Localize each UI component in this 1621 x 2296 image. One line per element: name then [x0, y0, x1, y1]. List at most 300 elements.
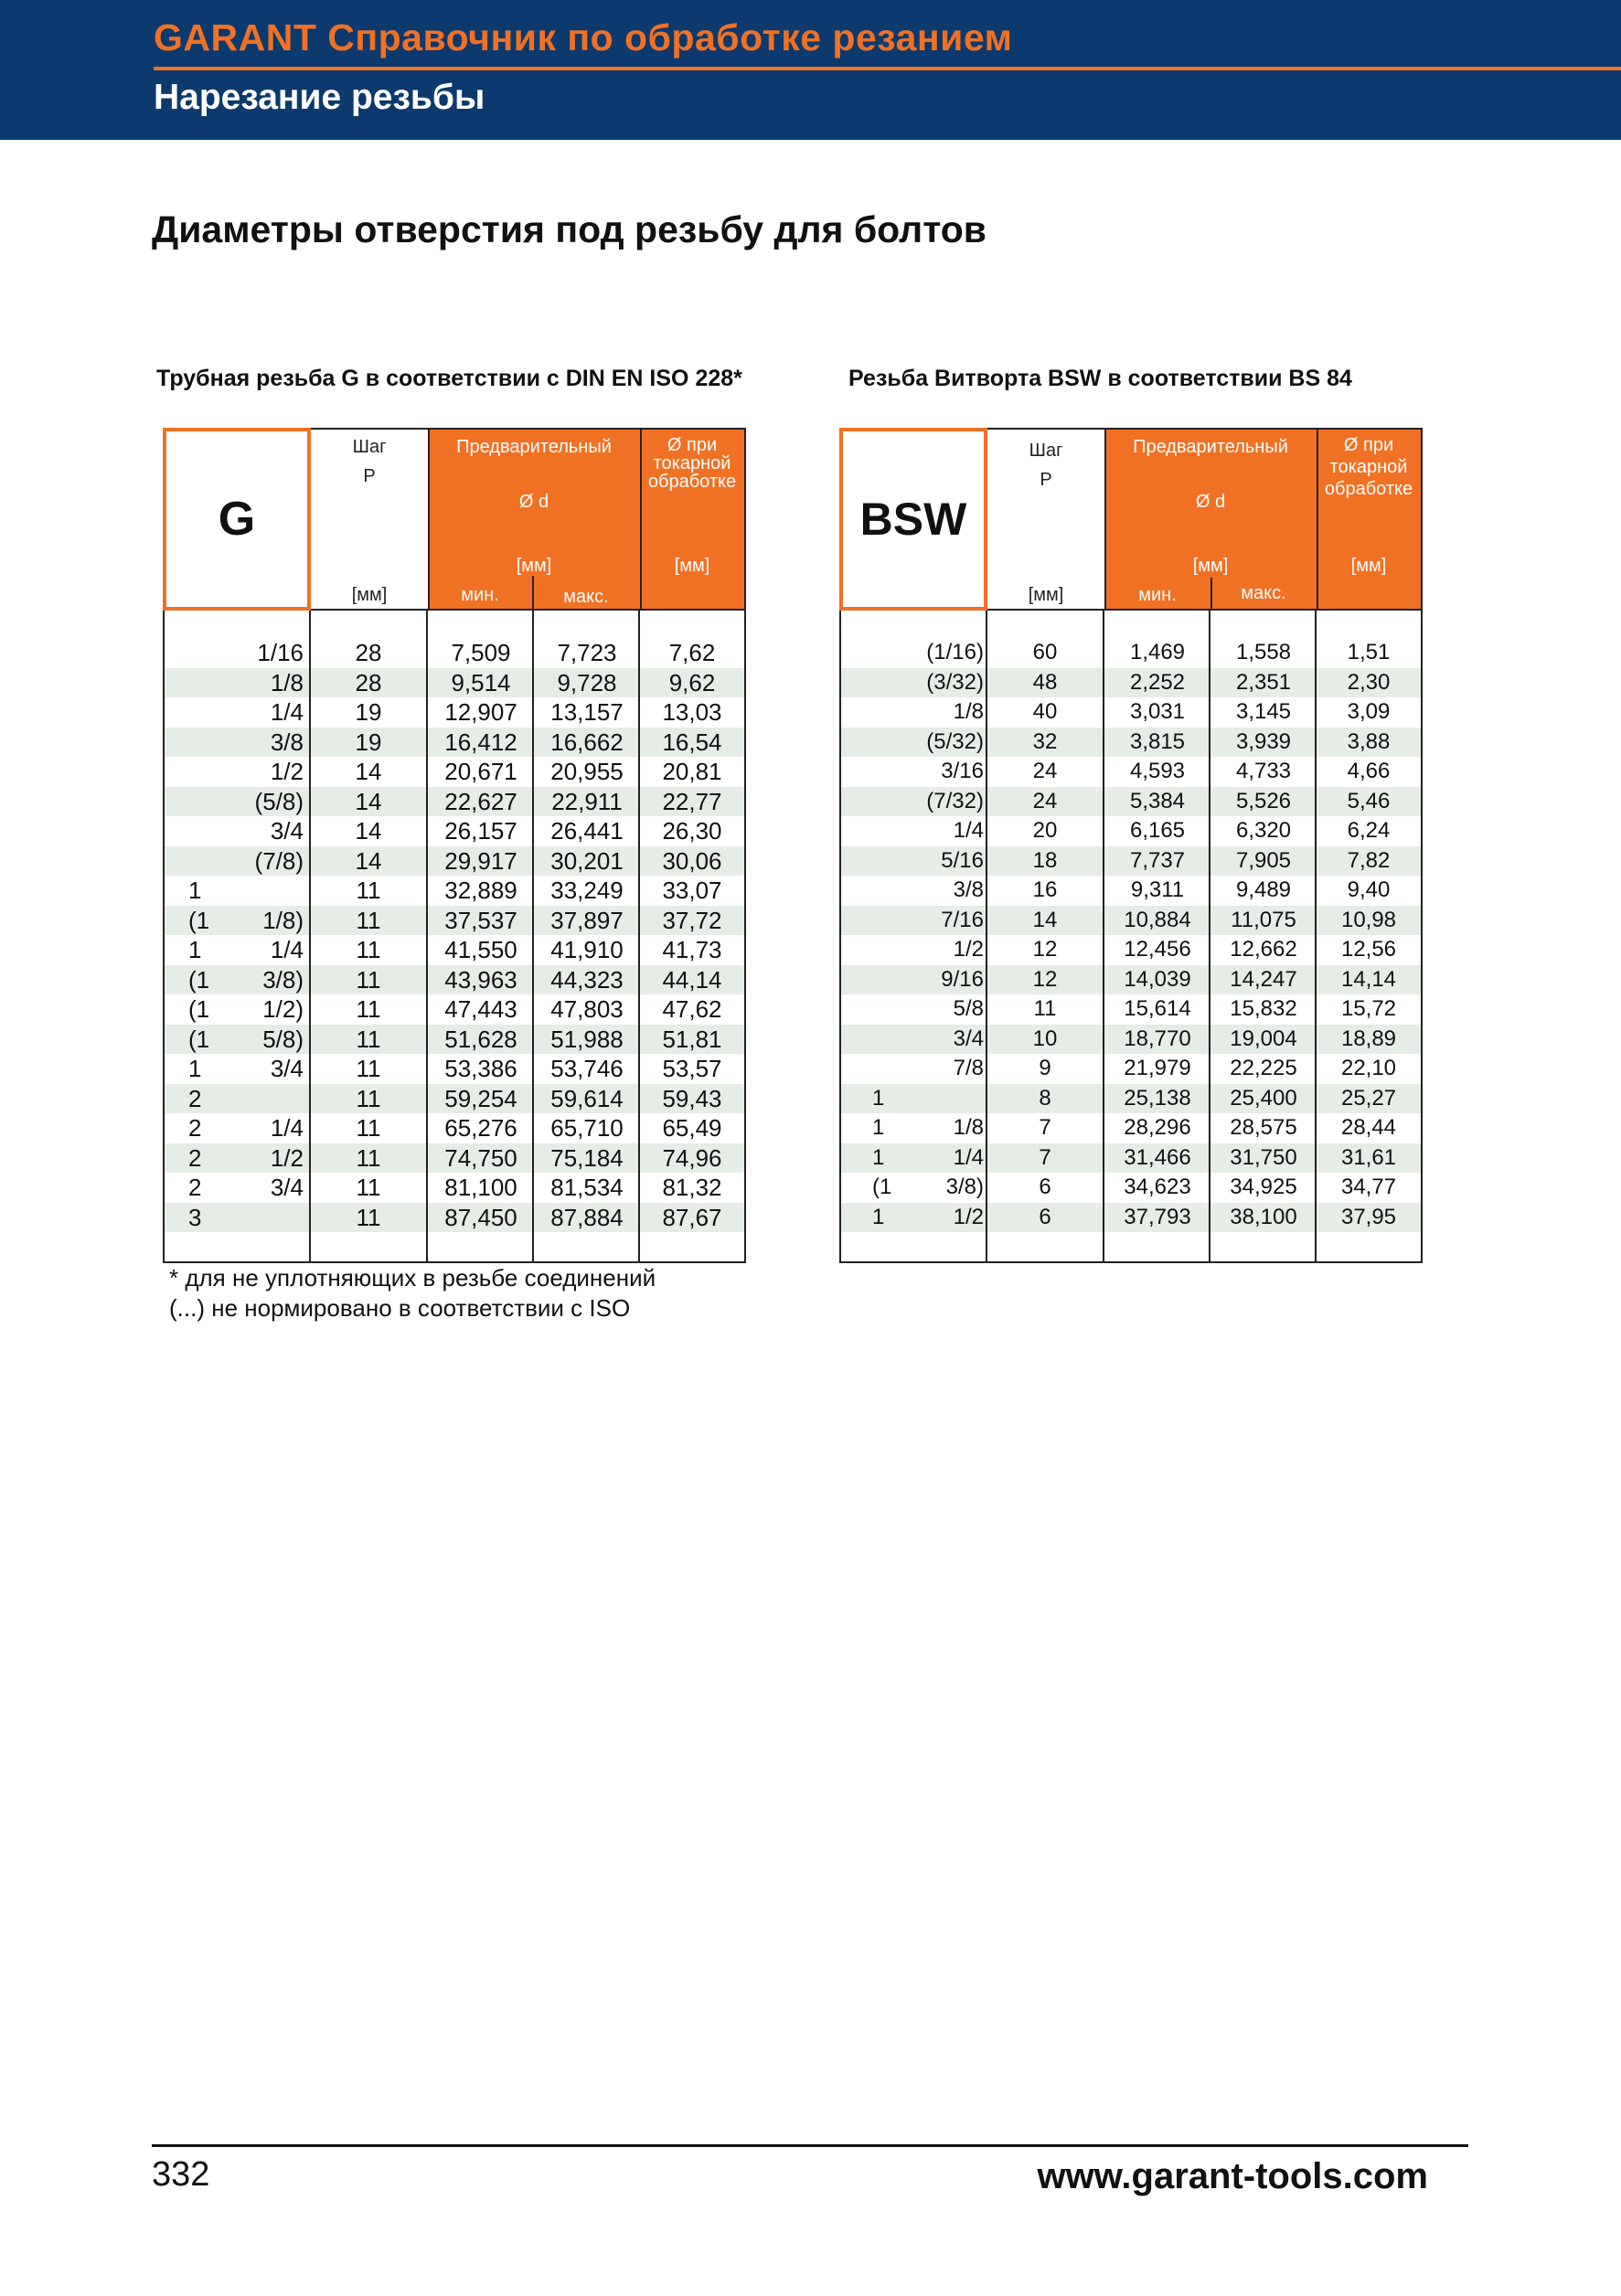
bsw-table-body [839, 611, 1423, 1263]
turning-diameter-cell: 22,77 [662, 787, 722, 815]
thread-size-fraction: (7/32) [926, 788, 984, 813]
table-row [841, 1084, 1421, 1114]
pitch-cell: 11 [356, 1084, 381, 1112]
thread-size-whole: 1 [188, 936, 202, 963]
turning-diameter-cell: 51,81 [662, 1025, 722, 1053]
pre-min-cell: 7,737 [1129, 847, 1186, 873]
thread-size-fraction: 1/2 [270, 1143, 304, 1172]
pre-min-cell: 1,469 [1129, 640, 1186, 664]
pre-max-cell: 22,911 [551, 787, 623, 815]
thread-size-fraction: 1/2) [262, 995, 304, 1023]
thread-size-fraction: 7/8 [953, 1056, 984, 1080]
thread-size-whole: 2 [188, 1174, 202, 1201]
pre-max-cell: 13,157 [550, 698, 624, 726]
turning-diameter-cell: 74,96 [662, 1143, 722, 1172]
table-row [841, 697, 1421, 728]
pre-max-cell: 1,558 [1235, 640, 1292, 664]
turning-diameter-cell: 6,24 [1347, 818, 1391, 843]
g-col-turn-2: токарной [653, 453, 731, 473]
page-title: Диаметры отверстия под резьбу для болтов [152, 208, 987, 250]
g-col-pre-unit: [мм] [516, 556, 552, 576]
bsw-table-caption: Резьба Витворта BSW в соответствии BS 84 [848, 366, 1352, 391]
table-row [165, 816, 744, 846]
g-col-turn-3: обработке [647, 472, 737, 492]
turning-diameter-cell: 33,07 [662, 877, 722, 904]
thread-size-fraction: 5/8) [262, 1025, 304, 1053]
pre-max-cell: 26,441 [550, 817, 624, 845]
turning-diameter-cell: 34,77 [1340, 1175, 1397, 1199]
thread-size-whole: (1 [188, 906, 210, 934]
bsw-body-divider-1 [986, 611, 987, 1261]
pre-min-cell: 16,412 [444, 728, 517, 756]
pitch-cell: 14 [355, 758, 382, 785]
table-row [841, 638, 1421, 668]
pitch-cell: 6 [1039, 1175, 1051, 1199]
pitch-cell: 14 [355, 817, 382, 845]
thread-size-fraction: (3/32) [926, 669, 984, 695]
g-table-body [163, 611, 746, 1263]
pre-max-cell: 6,320 [1235, 818, 1292, 843]
pre-max-cell: 33,249 [550, 877, 624, 904]
pre-min-cell: 12,456 [1124, 937, 1191, 962]
pre-max-cell: 38,100 [1230, 1204, 1297, 1229]
pre-max-cell: 47,803 [550, 995, 624, 1023]
pre-max-cell: 28,575 [1230, 1115, 1297, 1140]
bsw-col-pitch-unit: [мм] [1028, 585, 1064, 605]
pre-max-cell: 7,905 [1235, 847, 1292, 873]
table-row [165, 697, 744, 728]
pitch-cell: 20 [1032, 818, 1058, 843]
thread-size-fraction: 3/8 [270, 728, 304, 756]
pre-max-cell: 12,662 [1230, 937, 1297, 962]
pre-max-cell: 3,939 [1235, 728, 1292, 754]
pre-min-cell: 59,254 [444, 1084, 517, 1112]
turning-diameter-cell: 15,72 [1340, 996, 1397, 1021]
thread-size-fraction: 3/4 [953, 1026, 984, 1051]
pre-min-cell: 53,386 [444, 1055, 517, 1082]
thread-size-fraction: 1/8 [953, 699, 984, 724]
table-row [165, 876, 744, 906]
pre-min-cell: 3,815 [1129, 728, 1186, 754]
table-row [165, 846, 744, 877]
pitch-cell: 18 [1032, 847, 1058, 873]
pre-min-cell: 43,963 [444, 965, 517, 994]
turning-diameter-cell: 4,66 [1347, 759, 1391, 783]
pitch-cell: 11 [356, 995, 381, 1023]
pre-max-cell: 3,145 [1235, 699, 1292, 724]
pre-min-cell: 65,276 [444, 1114, 517, 1142]
thread-size-fraction: 7/16 [941, 907, 984, 932]
pre-max-cell: 87,884 [550, 1203, 624, 1231]
table-row [841, 816, 1421, 846]
pre-min-cell: 29,917 [444, 846, 517, 875]
table-row [165, 994, 744, 1025]
g-table-caption: Трубная резьба G в соответствии с DIN EN ISO 228* [156, 366, 742, 391]
thread-size-fraction: 1/2 [953, 1204, 984, 1229]
pitch-cell: 11 [356, 877, 381, 904]
table-row [841, 728, 1421, 758]
website-link[interactable]: www.garant-tools.com [1037, 2156, 1428, 2196]
pre-max-cell: 53,746 [550, 1055, 624, 1082]
pre-min-cell: 31,466 [1124, 1144, 1191, 1170]
bsw-col-pre: Предварительный [1133, 437, 1288, 457]
g-col-pitch-symbol: P [363, 466, 376, 486]
pitch-cell: 7 [1039, 1115, 1051, 1140]
pre-max-cell: 5,526 [1235, 788, 1292, 813]
turning-diameter-cell: 37,95 [1340, 1204, 1397, 1229]
pitch-cell: 8 [1039, 1085, 1051, 1111]
pre-min-cell: 22,627 [444, 787, 517, 815]
pitch-cell: 11 [356, 1025, 381, 1053]
thread-size-whole: (1 [188, 995, 210, 1023]
thread-size-fraction: 1/2 [953, 937, 984, 962]
pre-max-cell: 37,897 [550, 906, 624, 934]
pitch-cell: 12 [1032, 937, 1058, 962]
table-row [165, 638, 744, 668]
bsw-rows [841, 638, 1421, 1232]
pitch-cell: 28 [355, 639, 382, 666]
bsw-col-pitch-symbol: P [1040, 470, 1052, 490]
pre-min-cell: 9,311 [1130, 877, 1185, 902]
pitch-cell: 9 [1039, 1056, 1051, 1080]
thread-size-fraction: 3/8) [262, 965, 304, 994]
pitch-cell: 40 [1032, 699, 1058, 724]
turning-diameter-cell: 7,62 [668, 639, 716, 666]
pre-max-cell: 65,710 [550, 1114, 624, 1142]
footnote-2: (...) не нормировано в соответствии с ISO [169, 1294, 631, 1322]
bsw-col-pitch: Шаг [1029, 441, 1063, 461]
thread-size-whole: (1 [188, 965, 210, 994]
thread-size-whole: 2 [188, 1084, 202, 1112]
thread-size-fraction: 1/16 [257, 639, 304, 666]
pitch-cell: 12 [1032, 966, 1058, 992]
pre-min-cell: 21,979 [1124, 1056, 1191, 1080]
turning-diameter-cell: 44,14 [662, 965, 722, 994]
pre-min-cell: 26,157 [444, 817, 517, 845]
table-row [165, 1173, 744, 1203]
table-row [165, 906, 744, 936]
thread-size-fraction: 3/4 [270, 1055, 304, 1082]
pre-min-cell: 87,450 [444, 1203, 517, 1231]
pre-max-cell: 7,723 [557, 639, 617, 666]
table-row [841, 906, 1421, 936]
turning-diameter-cell: 37,72 [662, 906, 722, 934]
bsw-col-turn-1: Ø при [1343, 435, 1394, 455]
pre-max-cell: 4,733 [1235, 759, 1292, 783]
pitch-cell: 11 [356, 1055, 381, 1082]
pre-max-cell: 31,750 [1230, 1144, 1297, 1170]
turning-diameter-cell: 18,89 [1340, 1026, 1397, 1051]
pre-max-cell: 30,201 [550, 846, 624, 875]
turning-diameter-cell: 12,56 [1340, 937, 1397, 962]
pre-min-cell: 7,509 [451, 639, 511, 666]
g-rows [165, 638, 744, 1232]
bsw-col-turn-unit: [мм] [1350, 556, 1387, 576]
table-row [165, 668, 744, 698]
thread-size-fraction: 1/4 [270, 936, 304, 963]
pitch-cell: 48 [1032, 669, 1058, 695]
g-body-divider-1 [309, 611, 311, 1261]
g-body-divider-2 [426, 611, 428, 1261]
thread-size-whole: 1 [872, 1115, 885, 1140]
table-row [841, 787, 1421, 817]
table-row [841, 1113, 1421, 1143]
table-row [165, 1203, 744, 1233]
g-table-header [163, 428, 746, 611]
table-row [165, 1084, 744, 1114]
pre-max-cell: 9,489 [1235, 877, 1292, 902]
pitch-cell: 14 [355, 846, 382, 875]
pre-min-cell: 28,296 [1124, 1115, 1191, 1140]
turning-diameter-cell: 20,81 [662, 758, 722, 785]
pre-min-cell: 41,550 [444, 936, 517, 963]
thread-size-fraction: (5/32) [926, 728, 984, 754]
turning-diameter-cell: 1,51 [1347, 640, 1391, 664]
pre-max-cell: 25,400 [1230, 1085, 1297, 1111]
turning-diameter-cell: 28,44 [1340, 1115, 1397, 1140]
turning-diameter-cell: 2,30 [1347, 669, 1391, 695]
pre-min-cell: 4,593 [1129, 759, 1186, 783]
footnotes [169, 1263, 656, 1323]
pitch-cell: 14 [1032, 907, 1058, 932]
g-body-divider-3 [532, 611, 534, 1261]
turning-diameter-cell: 9,40 [1347, 877, 1391, 902]
table-row [165, 728, 744, 758]
pre-min-cell: 14,039 [1124, 966, 1191, 992]
pitch-cell: 11 [1033, 996, 1057, 1021]
thread-size-fraction: 1/2 [270, 758, 304, 785]
pre-max-cell: 9,728 [557, 668, 617, 696]
turning-diameter-cell: 7,82 [1347, 847, 1391, 873]
turning-diameter-cell: 30,06 [662, 846, 722, 875]
thread-size-fraction: 3/8) [945, 1175, 984, 1199]
table-row [165, 787, 744, 817]
turning-diameter-cell: 59,43 [662, 1084, 722, 1112]
bsw-col-max: макс. [1241, 583, 1286, 603]
thread-size-whole: 1 [188, 1055, 202, 1082]
pitch-cell: 11 [356, 1143, 381, 1172]
table-row [165, 965, 744, 995]
pitch-cell: 24 [1032, 759, 1058, 783]
thread-size-whole: 2 [188, 1143, 202, 1172]
pitch-cell: 19 [355, 728, 382, 756]
thread-size-fraction: (5/8) [254, 787, 304, 815]
thread-size-fraction: 1/8 [270, 668, 304, 696]
table-row [841, 1143, 1421, 1174]
thread-size-whole: (1 [188, 1025, 210, 1053]
turning-diameter-cell: 3,09 [1347, 699, 1391, 724]
bsw-col-min: мин. [1138, 585, 1177, 605]
thread-size-fraction: 3/16 [941, 759, 984, 783]
pitch-cell: 6 [1039, 1204, 1051, 1229]
pre-min-cell: 3,031 [1129, 699, 1186, 724]
turning-diameter-cell: 22,10 [1340, 1056, 1397, 1080]
page-header [0, 0, 1621, 140]
pre-max-cell: 20,955 [550, 758, 624, 785]
pre-min-cell: 6,165 [1129, 818, 1186, 843]
turning-diameter-cell: 13,03 [662, 698, 722, 726]
pre-min-cell: 51,628 [444, 1025, 517, 1053]
pre-max-cell: 34,925 [1230, 1175, 1297, 1199]
pre-min-cell: 47,443 [444, 995, 517, 1023]
pre-max-cell: 41,910 [550, 936, 624, 963]
g-body-divider-4 [638, 611, 640, 1261]
turning-diameter-cell: 26,30 [662, 817, 722, 845]
g-col-max: макс. [563, 587, 609, 607]
pre-min-cell: 20,671 [444, 758, 517, 785]
table-row [841, 935, 1421, 965]
pre-max-cell: 22,225 [1230, 1056, 1297, 1080]
footnote-1: * для не уплотняющих в резьбе соединений [169, 1264, 656, 1292]
pitch-cell: 11 [356, 936, 381, 963]
bsw-col-turn-2: токарной [1329, 457, 1408, 477]
pre-max-cell: 2,351 [1235, 669, 1292, 695]
bsw-body-divider-4 [1315, 611, 1317, 1261]
bsw-col-turn-3: обработке [1324, 479, 1413, 499]
thread-size-fraction: 1/8 [953, 1115, 984, 1140]
thread-size-fraction: 3/4 [270, 1174, 304, 1201]
thread-size-whole: 1 [872, 1085, 885, 1111]
turning-diameter-cell: 16,54 [662, 728, 722, 756]
pre-min-cell: 25,138 [1124, 1085, 1191, 1111]
bsw-logo: BSW [839, 428, 987, 611]
table-row [841, 1173, 1421, 1203]
table-row [165, 1054, 744, 1084]
table-row [841, 1203, 1421, 1233]
table-row [841, 994, 1421, 1025]
turning-diameter-cell: 87,67 [662, 1203, 722, 1231]
pre-min-cell: 81,100 [444, 1174, 517, 1201]
pre-min-cell: 34,623 [1124, 1175, 1191, 1199]
g-col-pre-symbol: Ø d [518, 492, 549, 512]
thread-size-fraction: 9/16 [941, 966, 984, 992]
pre-max-cell: 75,184 [550, 1143, 624, 1172]
turning-diameter-cell: 31,61 [1340, 1144, 1397, 1170]
footer-rule [152, 2144, 1468, 2147]
turning-diameter-cell: 65,49 [662, 1114, 722, 1142]
table-row [841, 846, 1421, 877]
pre-max-cell: 11,075 [1231, 907, 1296, 932]
pitch-cell: 11 [356, 965, 381, 994]
g-logo: G [163, 428, 311, 611]
thread-size-fraction: 1/8) [262, 906, 304, 934]
turning-diameter-cell: 53,57 [662, 1055, 722, 1082]
thread-size-fraction: (1/16) [926, 640, 984, 664]
turning-diameter-cell: 14,14 [1340, 966, 1397, 992]
pitch-cell: 24 [1032, 788, 1058, 813]
g-col-turn-unit: [мм] [674, 556, 710, 576]
pre-min-cell: 9,514 [451, 668, 511, 696]
thread-size-fraction: 1/4 [270, 698, 304, 726]
thread-size-fraction: 1/4 [270, 1114, 304, 1142]
brand-title: GARANT Справочник по обработке резанием [154, 16, 1013, 58]
table-row [165, 1143, 744, 1174]
pitch-cell: 60 [1032, 640, 1058, 664]
turning-diameter-cell: 3,88 [1347, 728, 1391, 754]
turning-diameter-cell: 41,73 [662, 936, 722, 963]
thread-size-whole: (1 [872, 1175, 892, 1199]
turning-diameter-cell: 81,32 [662, 1174, 722, 1201]
thread-size-fraction: 5/8 [953, 996, 984, 1021]
pre-min-cell: 37,793 [1124, 1204, 1191, 1229]
g-col-turn-1: Ø при [667, 435, 718, 455]
pitch-cell: 7 [1039, 1144, 1051, 1170]
page-number: 332 [152, 2155, 210, 2194]
pre-min-cell: 37,537 [444, 906, 517, 934]
pitch-cell: 28 [355, 668, 382, 696]
table-row [165, 1113, 744, 1143]
pre-min-cell: 15,614 [1124, 996, 1191, 1021]
bsw-table-header [839, 428, 1423, 611]
pitch-cell: 14 [355, 787, 382, 815]
g-col-pitch-unit: [мм] [351, 585, 388, 605]
header-rule [154, 67, 1621, 70]
pre-min-cell: 10,884 [1124, 907, 1191, 932]
pre-max-cell: 81,534 [550, 1174, 624, 1201]
thread-size-whole: 1 [872, 1144, 885, 1170]
thread-size-fraction: 1/4 [953, 1144, 984, 1170]
thread-size-whole: 1 [872, 1204, 885, 1229]
table-row [165, 757, 744, 787]
bsw-col-pre-symbol: Ø d [1195, 492, 1226, 512]
g-col-min: мин. [461, 585, 499, 605]
pre-max-cell: 19,004 [1230, 1026, 1297, 1051]
pre-max-cell: 44,323 [550, 965, 624, 994]
pre-min-cell: 74,750 [444, 1143, 517, 1172]
section-title: Нарезание резьбы [154, 78, 485, 117]
thread-size-fraction: 3/8 [953, 877, 984, 902]
table-row [841, 965, 1421, 995]
pre-min-cell: 2,252 [1129, 669, 1186, 695]
table-row [165, 1025, 744, 1055]
table-row [841, 876, 1421, 906]
turning-diameter-cell: 47,62 [662, 995, 722, 1023]
pitch-cell: 32 [1032, 728, 1058, 754]
thread-size-fraction: 3/4 [270, 817, 304, 845]
thread-size-whole: 2 [188, 1114, 202, 1142]
pitch-cell: 11 [356, 1174, 381, 1201]
bsw-body-divider-2 [1103, 611, 1104, 1261]
turning-diameter-cell: 9,62 [668, 668, 716, 696]
pitch-cell: 16 [1032, 877, 1058, 902]
table-row [841, 1054, 1421, 1084]
pre-min-cell: 32,889 [444, 877, 517, 904]
g-col-pre: Предварительный [456, 437, 612, 457]
pre-min-cell: 5,384 [1129, 788, 1186, 813]
pre-min-cell: 18,770 [1124, 1026, 1191, 1051]
thread-size-whole: 3 [188, 1203, 202, 1231]
table-row [841, 757, 1421, 787]
turning-diameter-cell: 25,27 [1340, 1085, 1397, 1111]
pitch-cell: 11 [356, 1114, 381, 1142]
table-row [841, 668, 1421, 698]
pre-max-cell: 51,988 [550, 1025, 624, 1053]
thread-size-fraction: (7/8) [254, 846, 304, 875]
pre-max-cell: 14,247 [1230, 966, 1297, 992]
pre-max-cell: 15,832 [1230, 996, 1297, 1021]
turning-diameter-cell: 10,98 [1340, 907, 1397, 932]
table-row [165, 935, 744, 965]
pitch-cell: 11 [356, 1203, 381, 1231]
pre-max-cell: 16,662 [550, 728, 624, 756]
bsw-col-pre-unit: [мм] [1192, 556, 1229, 576]
thread-size-whole: 1 [188, 877, 202, 904]
pitch-cell: 19 [355, 698, 382, 726]
bsw-body-divider-3 [1209, 611, 1210, 1261]
pitch-cell: 11 [356, 906, 381, 934]
thread-size-fraction: 1/4 [953, 818, 984, 843]
pre-max-cell: 59,614 [550, 1084, 624, 1112]
